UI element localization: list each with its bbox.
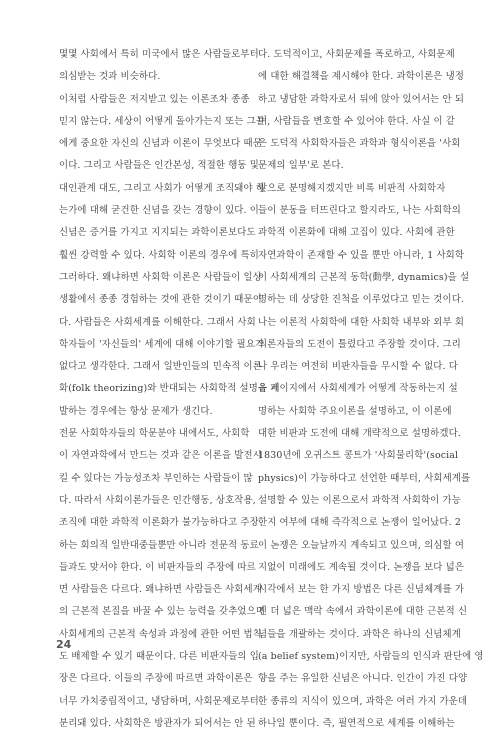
text-line: 에게 중요한 자신의 신념과 이론이 무엇보다 때문 xyxy=(59,138,262,150)
text-line: 장은 다르다. 이들의 주장에 따르면 과학이론은 xyxy=(59,673,253,685)
text-line: 이 자연과학에서 만드는 것과 같은 이론을 발전시 xyxy=(59,450,262,462)
text-line: 이 사회세계의 근본적 동학(動學, dynamics)을 설 xyxy=(258,271,470,283)
text-line: 훨씬 강력할 수 있다. 사회학 이론의 경우에 특히 xyxy=(59,249,259,261)
text-line: 신념은 증거를 가지고 지지되는 과학이론보다도 xyxy=(59,227,256,239)
text-line: 대인관계 대도, 그리고 사회가 어떻게 조직돼야 하 xyxy=(59,182,266,194)
text-line: 킬 수 있다는 가능성조차 부인하는 사람들이 많 xyxy=(59,472,253,484)
page-number: 24 xyxy=(56,638,72,651)
text-line: 념들을 개괄하는 것이다. 과학은 하나의 신념체계 xyxy=(258,628,461,640)
right-text-column xyxy=(258,44,484,735)
text-line: 의론자들의 도전이 틀렸다고 주장할 것이다. 그리 xyxy=(258,338,461,350)
text-line: 도 배제할 수 있기 때문이다. 다른 비판자들의 입 xyxy=(59,651,259,663)
left-text-column xyxy=(59,44,280,735)
text-line: 한지 여부에 대해 즉각적으로 논쟁이 일어났다. 2 xyxy=(258,517,461,529)
text-line: 명하는 사회학 주요이론을 설명하고, 이 이론에 xyxy=(258,405,452,417)
text-line: 과학적 이론화에 대해 고집이 있다. 사회에 관한 xyxy=(258,227,455,239)
text-line: 들이 분동을 터뜨린다고 할지라도, 나는 사회학의 xyxy=(258,205,461,217)
text-line: 1830년에 오귀스트 콩트가 '사회물리학'(social xyxy=(258,450,459,462)
text-line: 하는 회의적 일반대중들뿐만 아니라 전문적 동료 xyxy=(59,539,259,551)
text-line: physics)이 가능하다고 선언한 때부터, 사회세계를 xyxy=(258,472,471,484)
text-line: 나는 이론적 사회학에 대한 사회학 내부와 외부 회 xyxy=(258,316,465,328)
text-line: 너무 가치중립적이고, 냉담하며, 사회문제로부터 xyxy=(59,695,259,707)
text-line: 전문 사회학자들의 학문분야 내에서도, 사회학 xyxy=(59,428,250,440)
text-line: 시각에서 보는 한 가지 방법은 다른 신념체계를 가 xyxy=(258,584,465,596)
text-line: 이처럼 사람들은 저지받고 있는 이론조차 종종 xyxy=(59,93,250,105)
text-line: 학자들이 '자신들의' 세계에 대해 이야기할 필요가 xyxy=(59,338,265,350)
text-line: 이다. 그리고 사람들은 인간본성, 적절한 행동 및 xyxy=(59,160,259,172)
text-line: 다. 사람들은 사회세계를 이해한다. 그래서 사회 xyxy=(59,316,256,328)
text-line: 대한 비판과 도전에 대해 개략적으로 설명하겠다. xyxy=(258,428,461,440)
text-line: 몇몇 사회에서 특히 미국에서 많은 사람들로부터 xyxy=(59,49,259,60)
text-line: 면 사람들은 다르다. 왜냐하면 사람들은 사회세계 xyxy=(59,584,262,596)
text-line: 하고 냉담한 과학자로서 뒤에 앉아 있어서는 안 되 xyxy=(258,93,465,105)
text-line: 향을 주는 유일한 신념은 아니다. 인간이 가진 다양 xyxy=(258,673,468,685)
text-line: 다. 따라서 사회이론가들은 인간행동, 상호작용, xyxy=(59,494,256,506)
text-line: 에 대한 해결책을 제시해야 한다. 과학이론은 냉정 xyxy=(258,71,465,83)
text-line: 화(folk theorizing)와 반대되는 사회학적 설명을 개 xyxy=(59,383,280,395)
text-line: 문제의 일부'로 본다. xyxy=(258,160,344,172)
text-line: 지없이 미래에도 계속될 것이다. 논쟁을 보다 넓은 xyxy=(258,561,465,573)
text-line: 믿지 않는다. 세상이 어떻게 돌아가는지 또는 그들 xyxy=(59,115,266,127)
text-line: 자연과학이 존재할 수 있을 뿐만 아니라, 1 사회학 xyxy=(258,249,465,261)
text-line: 앞으로 분명해지겠지만 비록 비판적 사회학자 xyxy=(258,182,446,194)
text-line: 며, 사람들을 변호할 수 있어야 한다. 사실 이 같 xyxy=(258,115,456,127)
text-line: 분리돼 있다. 사회학은 방관자가 되어서는 안 된 xyxy=(59,717,256,729)
text-line: 설명할 수 있는 이론으로서 과학적 사회학이 가능 xyxy=(258,494,461,506)
text-line: 없다고 생각한다. 그래서 일반인들의 민속적 이론 xyxy=(59,361,262,373)
text-line: 그러하다. 왜냐하면 사회학 이론은 사람들이 일상 xyxy=(59,271,262,283)
text-line: 진 더 넓은 맥락 속에서 과학이론에 대한 근본적 신 xyxy=(258,606,468,618)
text-line: 조직에 대한 과학적 이론화가 불가능하다고 주장 xyxy=(59,517,259,529)
text-line: 은 도덕적 사회학자들은 과학과 형식이론을 '사회 xyxy=(258,138,461,150)
text-line: 생활에서 종종 경험하는 것에 관한 것이기 때문이 xyxy=(59,294,262,306)
text-line: 이 논쟁은 오늘날까지 계속되고 있으며, 의심할 여 xyxy=(258,539,465,551)
text-line: 의 근본적 본질을 바꿀 수 있는 능력을 갖추었으며 xyxy=(59,606,266,618)
text-line: 다. 도덕적이고, 사회문제를 폭로하고, 사회문제 xyxy=(258,49,455,60)
text-line: 한 종류의 지식이 있으며, 과학은 여러 가지 가운데 xyxy=(258,695,468,707)
text-line: 들과도 맞서야 한다. 이 비판자들의 주장에 따르 xyxy=(59,561,256,573)
text-line: 음 페이지에서 사회세계가 어떻게 작동하는지 설 xyxy=(258,383,458,395)
text-line: 는가에 대해 굳건한 신념을 갖는 경향이 있다. 이 xyxy=(59,205,259,217)
text-line: 명하는 데 상당한 진척을 이루었다고 믿는 것이다. xyxy=(258,294,465,306)
text-line: 나 우리는 여전히 비판자들을 무시할 수 없다. 다 xyxy=(258,361,458,373)
text-line: (a belief system)이지만, 사람들의 인식과 판단에 영 xyxy=(258,651,484,663)
text-line: 사회세계의 근본적 속성과 과정에 관한 어떤 법칙 xyxy=(59,628,262,640)
text-line: 발하는 경우에는 항상 문제가 생긴다. xyxy=(59,405,213,417)
text-line: 하나일 뿐이다. 즉, 필연적으로 세계를 이해하는 xyxy=(258,717,455,729)
text-line: 의심받는 것과 비슷하다. xyxy=(59,71,161,83)
